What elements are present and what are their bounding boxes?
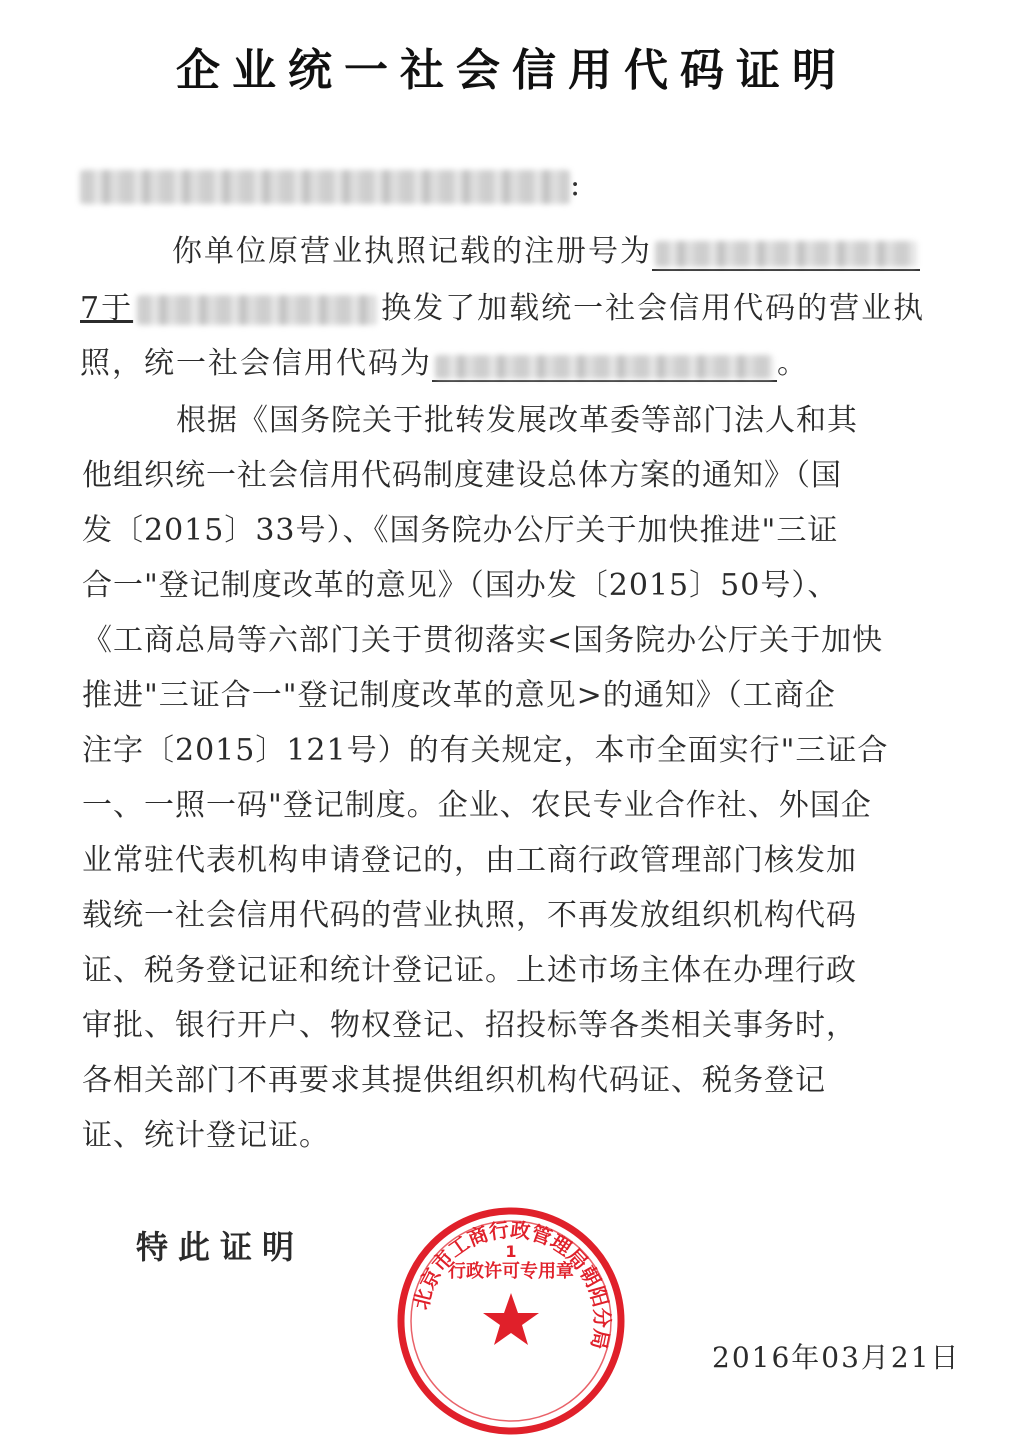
redacted-credit-code-blur [435, 355, 773, 379]
paragraph1-line1-text: 你单位原营业执照记载的注册号为 [172, 234, 652, 269]
paragraph2-line: 审批、银行开户、物权登记、招投标等各类相关事务时， [82, 1008, 857, 1043]
paragraph2-line: 发〔2015〕33号）、《国务院办公厅关于加快推进"三证 [82, 513, 839, 548]
paragraph2-line: 推进"三证合一"登记制度改革的意见>的通知》（工商企 [82, 678, 836, 713]
redacted-issue-date [137, 295, 377, 325]
paragraph2-line: 他组织统一社会信用代码制度建设总体方案的通知》（国 [82, 458, 842, 493]
redacted-registration-number-blur [655, 241, 917, 267]
paragraph2-line: 一、一照一码"登记制度。企业、农民专业合作社、外国企 [82, 788, 872, 823]
paragraph2-line: 《工商总局等六部门关于贯彻落实<国务院办公厅关于加快 [82, 623, 884, 658]
paragraph2-line: 证、税务登记证和统计登记证。上述市场主体在办理行政 [82, 953, 857, 988]
paragraph1-line2-text: 换发了加载统一社会信用代码的营业执 [381, 291, 926, 326]
paragraph1-line1 [172, 226, 920, 271]
paragraph1-line3-text: 照，统一社会信用代码为 [80, 346, 432, 381]
paragraph2-line: 合一"登记制度改革的意见》（国办发〔2015〕50号）、 [82, 568, 839, 603]
paragraph2-line: 证、统计登记证。 [82, 1118, 330, 1153]
recipient-line [80, 168, 580, 204]
paragraph2-line: 注字〔2015〕121号）的有关规定，本市全面实行"三证合 [82, 733, 889, 768]
seal-star-icon [483, 1293, 539, 1345]
paragraph2-line: 各相关部门不再要求其提供组织机构代码证、税务登记 [82, 1063, 826, 1098]
issue-date: 2016年03月21日 [712, 1341, 961, 1374]
paragraph1-line3-suffix: 。 [777, 346, 809, 381]
document-title: 企业统一社会信用代码证明 [176, 45, 848, 96]
closing-statement: 特此证明 [136, 1228, 305, 1266]
recipient-suffix: : [570, 168, 581, 203]
seal-inner-text: 行政许可专用章 [448, 1261, 574, 1282]
paragraph1-line2 [80, 283, 925, 327]
paragraph2-line: 载统一社会信用代码的营业执照，不再发放组织机构代码 [82, 898, 857, 933]
redacted-registration-number [652, 235, 920, 271]
paragraph2-line: 根据《国务院关于批转发展改革委等部门法人和其 [176, 403, 858, 438]
seal-outer-text: 北京市工商行政管理局朝阳分局 [408, 1217, 615, 1352]
seal-number: 1 [505, 1242, 517, 1261]
redacted-recipient-name [80, 170, 570, 204]
paragraph1-line2-prefix: 7于 [80, 291, 134, 326]
paragraph2-line: 业常驻代表机构申请登记的，由工商行政管理部门核发加 [82, 843, 857, 878]
paragraph1-line3 [80, 338, 809, 382]
official-seal [395, 1205, 627, 1437]
redacted-credit-code [432, 348, 777, 382]
